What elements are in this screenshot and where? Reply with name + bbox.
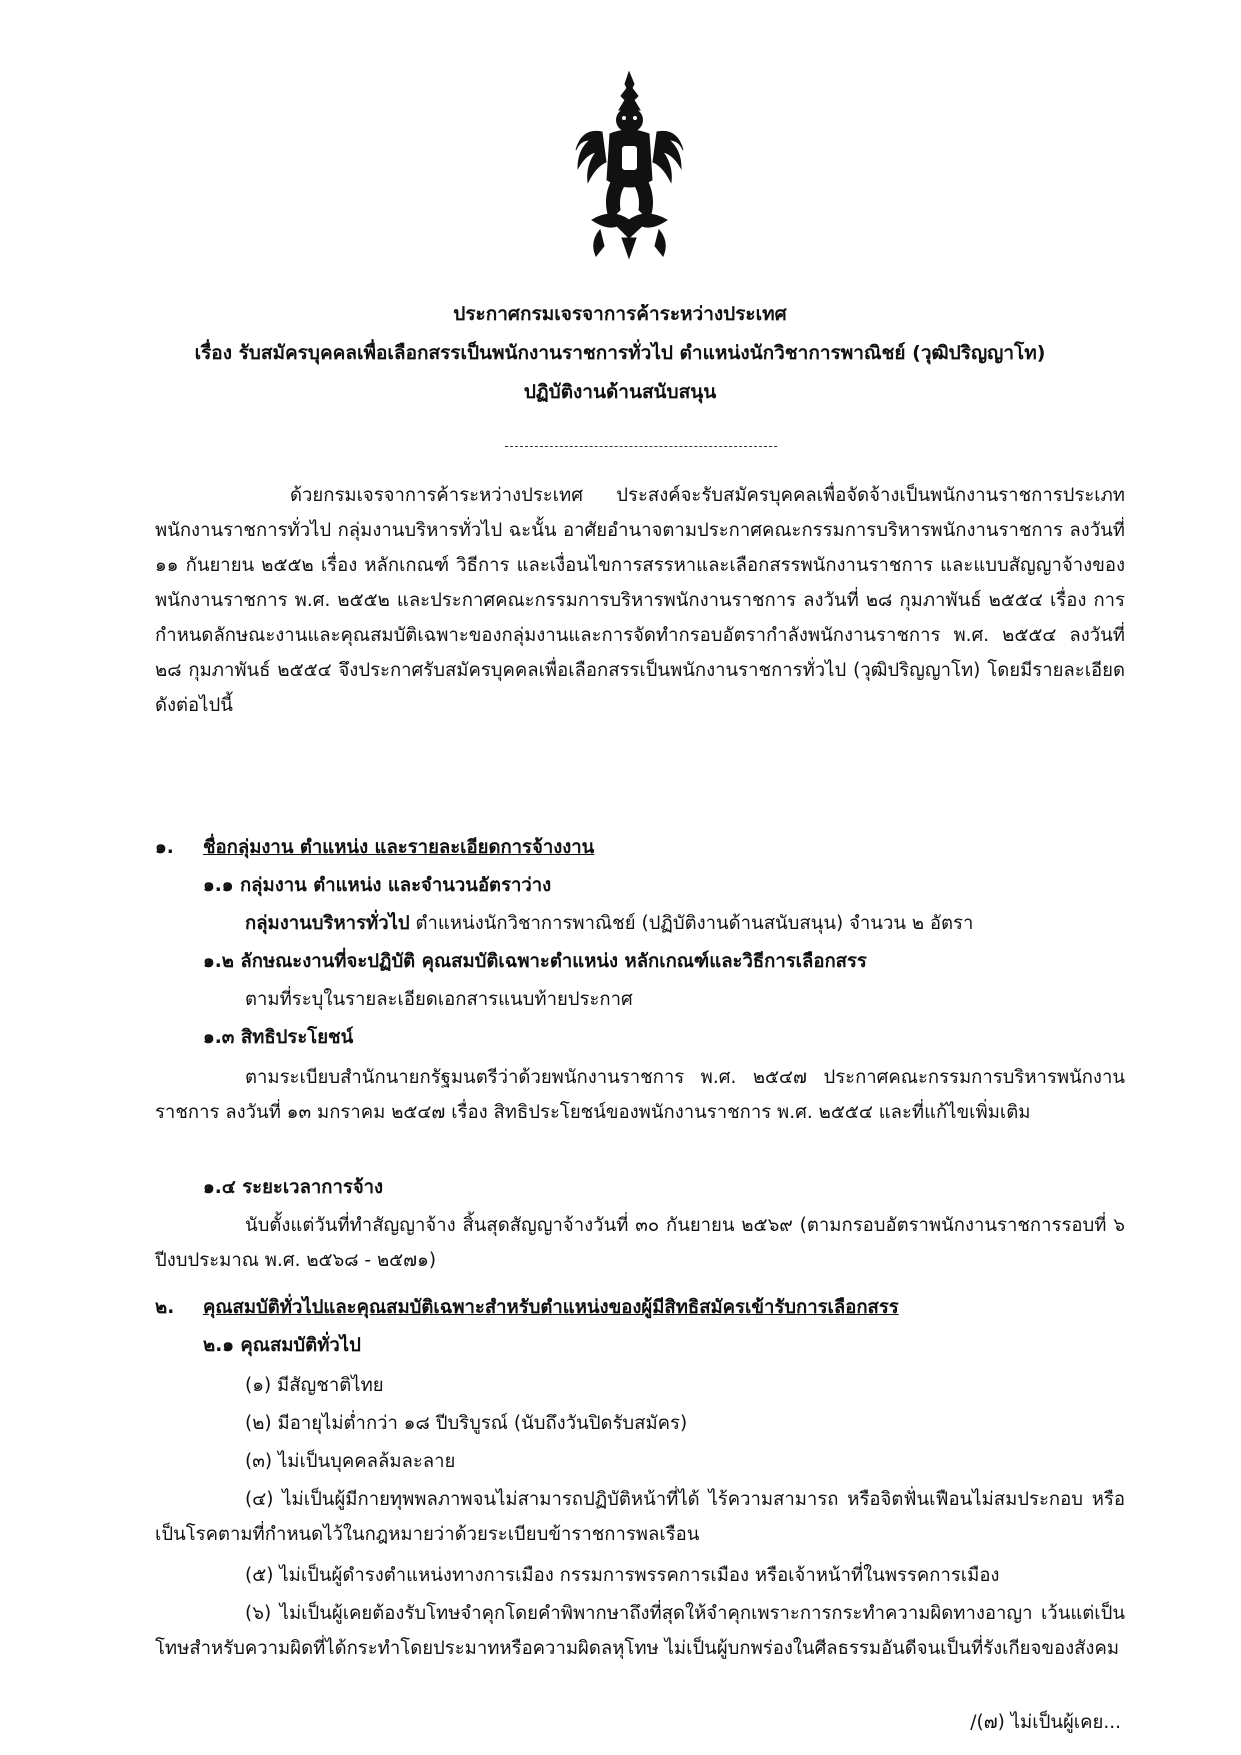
garuda-emblem-icon	[572, 70, 687, 260]
s1-4-text: นับตั้งแต่วันที่ทำสัญญาจ้าง สิ้นสุดสัญญาจ้างวันที่ ๓๐ กันยายน ๒๕๖๙ (ตามกรอบอัตราพนักงานราชการรอบที่ ๖ ปีงบประมาณ พ.ศ. ๒๕๖๘ - ๒๕๗๑)	[155, 1215, 1125, 1271]
qualification-item-1: (๑) มีสัญชาติไทย	[245, 1375, 384, 1396]
section1-title: ชื่อกลุ่มงาน ตำแหน่ง และรายละเอียดการจ้างงาน	[203, 837, 595, 858]
qualification-item-3: (๓) ไม่เป็นบุคคลล้มละลาย	[245, 1451, 456, 1472]
section2-title: คุณสมบัติทั่วไปและคุณสมบัติเฉพาะสำหรับตำแหน่งของผู้มีสิทธิสมัครเข้ารับการเลือกสรร	[203, 1297, 899, 1318]
s1-2-heading: ๑.๒ ลักษณะงานที่จะปฏิบัติ คุณสมบัติเฉพาะตำแหน่ง หลักเกณฑ์และวิธีการเลือกสรร	[203, 951, 867, 972]
s1-4-heading: ๑.๔ ระยะเวลาการจ้าง	[203, 1177, 384, 1198]
section2-number: ๒.	[155, 1297, 175, 1318]
qualification-item-6: (๖) ไม่เป็นผู้เคยต้องรับโทษจำคุกโดยคำพิพากษาถึงที่สุดให้จำคุกเพราะการกระทำความผิดทางอาญา เว้นแต่เป็นโทษสำหรับความผิดที่ได้กระทำโดยประมาทหรือความผิดลหุโทษ ไม่เป็นผู้บกพร่องในศีลธรรมอันดีจนเป็นที่รังเกียจของสังคม	[155, 1603, 1125, 1659]
s1-1-text	[245, 906, 973, 941]
qualification-item-5: (๕) ไม่เป็นผู้ดำรงตำแหน่งทางการเมือง กรรมการพรรคการเมือง หรือเจ้าหน้าที่ในพรรคการเมือง	[245, 1565, 1000, 1586]
s1-3-text: ตามระเบียบสำนักนายกรัฐมนตรีว่าด้วยพนักงานราชการ พ.ศ. ๒๕๔๗ ประกาศคณะกรรมการบริหารพนักงานราชการ ลงวันที่ ๑๓ มกราคม ๒๕๔๗ เรื่อง สิทธิประโยชน์ของพนักงานราชการ พ.ศ. ๒๕๕๔ และที่แก้ไขเพิ่มเติม	[155, 1067, 1125, 1123]
title-line-2: เรื่อง รับสมัครบุคคลเพื่อเลือกสรรเป็นพนักงานราชการทั่วไป ตำแหน่งนักวิชาการพาณิชย์ (วุฒิปริญญาโท)	[194, 342, 1046, 364]
s2-1-heading: ๒.๑ คุณสมบัติทั่วไป	[203, 1335, 361, 1356]
qualification-item-4: (๔) ไม่เป็นผู้มีกายทุพพลภาพจนไม่สามารถปฏิบัติหน้าที่ได้ ไร้ความสามารถ หรือจิตฟั่นเฟือนไม่สมประกอบ หรือเป็นโรคตามที่กำหนดไว้ในกฎหมายว่าด้วยระเบียบข้าราชการพลเรือน	[155, 1489, 1125, 1545]
s1-2-text: ตามที่ระบุในรายละเอียดเอกสารแนบท้ายประกาศ	[245, 989, 633, 1010]
qualification-item-2: (๒) มีอายุไม่ต่ำกว่า ๑๘ ปีบริบูรณ์ (นับถึงวันปิดรับสมัคร)	[245, 1413, 688, 1434]
title-line-1: ประกาศกรมเจรจาการค้าระหว่างประเทศ	[453, 303, 787, 325]
s1-1-detail: ตำแหน่งนักวิชาการพาณิชย์ (ปฏิบัติงานด้านสนับสนุน) จำนวน ๒ อัตรา	[409, 913, 974, 934]
section1-heading	[155, 830, 594, 865]
s1-3-heading: ๑.๓ สิทธิประโยชน์	[203, 1027, 354, 1048]
title-separator	[505, 446, 777, 447]
s1-1-group: กลุ่มงานบริหารทั่วไป	[245, 913, 410, 934]
title-line-3: ปฏิบัติงานด้านสนับสนุน	[523, 381, 717, 403]
intro-paragraph: ด้วยกรมเจรจาการค้าระหว่างประเทศ ประสงค์จะรับสมัครบุคคลเพื่อจัดจ้างเป็นพนักงานราชการประเภทพนักงานราชการทั่วไป กลุ่มงานบริหารทั่วไป ฉะนั้น อาศัยอำนาจตามประกาศคณะกรรมการบริหารพนักงานราชการ ลงวันที่ ๑๑ กันยายน ๒๕๕๒ เรื่อง หลักเกณฑ์ วิธีการ และเงื่อนไขการสรรหาและเลือกสรรพนักงานราชการ และแบบสัญญาจ้างของพนักงานราชการ พ.ศ. ๒๕๕๒ และประกาศคณะกรรมการบริหารพนักงานราชการ ลงวันที่ ๒๘ กุมภาพันธ์ ๒๕๕๔ เรื่อง การกำหนดลักษณะงานและคุณสมบัติเฉพาะของกลุ่มงานและการจัดทำกรอบอัตรากำลังพนักงานราชการ พ.ศ. ๒๕๕๔ ลงวันที่ ๒๘ กุมภาพันธ์ ๒๕๕๔ จึงประกาศรับสมัครบุคคลเพื่อเลือกสรรเป็นพนักงานราชการทั่วไป (วุฒิปริญญาโท) โดยมีรายละเอียด ดังต่อไปนี้	[155, 485, 1125, 716]
section2-heading	[155, 1290, 899, 1325]
page-continuation: /(๗) ไม่เป็นผู้เคย...	[970, 1712, 1121, 1733]
s1-1-heading: ๑.๑ กลุ่มงาน ตำแหน่ง และจำนวนอัตราว่าง	[203, 875, 552, 896]
section1-number: ๑.	[155, 837, 174, 858]
